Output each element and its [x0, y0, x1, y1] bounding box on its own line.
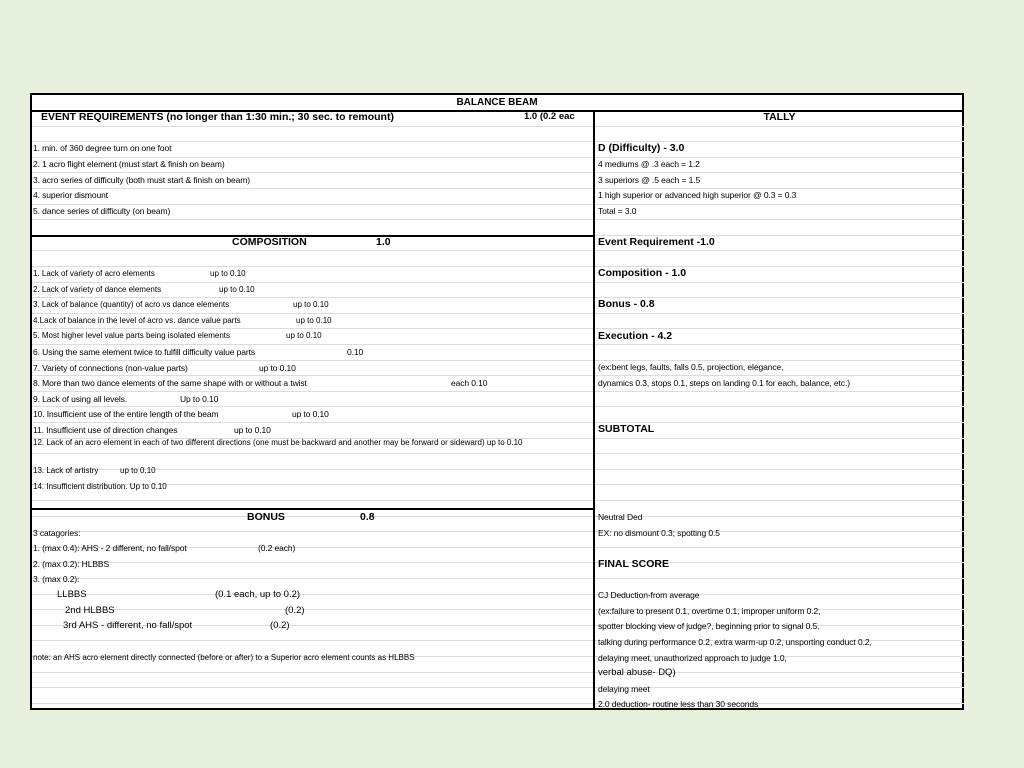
neutral-deduction-example: EX: no dismount 0.3; spotting 0.5	[598, 528, 720, 538]
composition-item: 13. Lack of artistry	[33, 466, 99, 475]
composition-item: 1. Lack of variety of acro elements	[33, 269, 155, 278]
event-requirement-item: 4. superior dismount	[33, 190, 109, 200]
row-rule	[32, 609, 593, 610]
bonus-item: 3. (max 0.2):	[33, 574, 80, 584]
difficulty-heading: D (Difficulty) - 3.0	[598, 142, 685, 154]
bonus-item: 2. (max 0.2): HLBBS	[33, 559, 110, 569]
composition-item-value: up to 0.10	[219, 285, 255, 294]
event-requirement-item: 5. dance series of difficulty (on beam)	[33, 206, 171, 216]
column-divider	[593, 110, 595, 710]
cj-deduction-item: spotter blocking view of judge?, beginning prior to signal 0.5,	[598, 621, 820, 631]
bonus-item: 2nd HLBBS	[65, 605, 115, 616]
composition-item: 7. Variety of connections (non-value parts)	[33, 363, 188, 373]
row-rule	[32, 500, 593, 501]
composition-item: 14. Insufficient distribution. Up to 0.10	[33, 482, 167, 491]
composition-item-value: up to 0.10	[293, 300, 329, 309]
row-rule	[595, 391, 964, 392]
section-divider-bonus	[32, 508, 593, 510]
composition-item-value: up to 0.10	[259, 363, 296, 373]
row-rule	[595, 126, 964, 127]
final-score-label: FINAL SCORE	[598, 558, 669, 570]
row-rule	[595, 438, 964, 439]
composition-item-value: up to 0.10	[210, 269, 246, 278]
event-requirements-heading: EVENT REQUIREMENTS (no longer than 1:30 min.; 30 sec. to remount)	[41, 111, 394, 123]
row-rule	[595, 453, 964, 454]
row-rule	[595, 516, 964, 517]
bonus-item-value: (0.1 each, up to 0.2)	[215, 589, 301, 600]
cj-deduction-item: verbal abuse- DQ)	[598, 667, 676, 678]
composition-item: 12. Lack of an acro element in each of two different directions (one must be backward and another may be forward or sideward) up to 0.10	[33, 438, 523, 447]
event-requirements-value: 1.0 (0.2 eac	[524, 111, 575, 122]
bonus-item-value: (0.2)	[270, 620, 290, 631]
event-requirement-tally: Event Requirement -1.0	[598, 236, 715, 248]
row-rule	[595, 547, 964, 548]
row-rule	[595, 687, 964, 688]
sheet-title: BALANCE BEAM	[32, 95, 962, 112]
bonus-item: LLBBS	[57, 589, 87, 600]
row-rule	[32, 453, 593, 454]
row-rule	[32, 250, 593, 251]
bonus-categories: 3 catagories:	[33, 528, 81, 538]
row-rule	[32, 578, 593, 579]
row-rule	[595, 500, 964, 501]
bonus-item-value: (0.2)	[285, 605, 305, 616]
bonus-heading: BONUS	[247, 511, 285, 523]
cj-deduction-item: 2.0 deduction- routine less than 30 seconds	[598, 699, 759, 709]
row-rule	[32, 640, 593, 641]
row-rule	[32, 469, 593, 470]
row-rule	[595, 204, 964, 205]
composition-value: 1.0	[376, 236, 391, 248]
row-rule	[595, 578, 964, 579]
execution-note: (ex:bent legs, faults, falls 0.5, projection, elegance,	[598, 362, 784, 372]
row-rule	[32, 703, 593, 704]
row-rule	[32, 562, 593, 563]
composition-item: 5. Most higher level value parts being isolated elements	[33, 331, 230, 340]
composition-item-value: 0.10	[347, 347, 364, 357]
row-rule	[32, 687, 593, 688]
row-rule	[32, 126, 593, 127]
bonus-item-value: (0.2 each)	[258, 543, 296, 553]
row-rule	[595, 250, 964, 251]
composition-item: 8. More than two dance elements of the same shape with or without a twist	[33, 378, 307, 388]
event-requirement-item: 2. 1 acro flight element (must start & finish on beam)	[33, 159, 225, 169]
composition-tally: Composition - 1.0	[598, 267, 687, 279]
difficulty-total: Total = 3.0	[598, 206, 637, 216]
neutral-deduction-label: Neutral Ded	[598, 512, 643, 522]
row-rule	[595, 469, 964, 470]
cj-deduction-item: talking during performance 0.2, extra warm-up 0.2, unsporting conduct 0.2,	[598, 637, 872, 647]
row-rule	[32, 219, 593, 220]
composition-item: 9. Lack of using all levels.	[33, 394, 128, 404]
difficulty-item: 4 mediums @ .3 each = 1.2	[598, 159, 700, 169]
row-rule	[595, 406, 964, 407]
event-requirement-item: 3. acro series of difficulty (both must start & finish on beam)	[33, 175, 250, 185]
cj-deduction-item: (ex:failure to present 0.1, overtime 0.1, improper uniform 0.2,	[598, 606, 821, 616]
row-rule	[32, 672, 593, 673]
composition-item-value: up to 0.10	[296, 316, 332, 325]
subtotal-label: SUBTOTAL	[598, 423, 655, 435]
composition-item-value: up to 0.10	[292, 409, 329, 419]
composition-item: 11. Insufficient use of direction changes	[33, 425, 178, 435]
execution-tally: Execution - 4.2	[598, 330, 673, 342]
composition-item: 10. Insufficient use of the entire length of the beam	[33, 409, 219, 419]
row-rule	[32, 594, 593, 595]
row-rule	[32, 188, 593, 189]
composition-item-value: up to 0.10	[120, 466, 156, 475]
event-requirement-item: 1. min. of 360 degree turn on one foot	[33, 143, 172, 153]
balance-beam-scoresheet	[30, 93, 964, 710]
row-rule	[595, 282, 964, 283]
bonus-value: 0.8	[360, 511, 375, 523]
composition-item: 2. Lack of variety of dance elements	[33, 285, 162, 294]
composition-item-value: each 0.10	[451, 378, 488, 388]
composition-item-value: Up to 0.10	[180, 394, 219, 404]
difficulty-item: 3 superiors @ .5 each = 1.5	[598, 175, 701, 185]
composition-item: 4.Lack of balance in the level of acro vs. dance value parts	[33, 316, 241, 325]
row-rule	[595, 219, 964, 220]
composition-item-value: up to 0.10	[234, 425, 271, 435]
section-divider-composition	[32, 235, 593, 237]
composition-item: 3. Lack of balance (quantity) of acro vs dance elements	[33, 300, 230, 309]
cj-deduction-item: delaying meet	[598, 684, 650, 694]
difficulty-item: 1 high superior or advanced high superior @ 0.3 = 0.3	[598, 190, 797, 200]
row-rule	[32, 531, 593, 532]
composition-heading: COMPOSITION	[232, 236, 307, 248]
tally-heading: TALLY	[763, 111, 796, 123]
bonus-tally: Bonus - 0.8	[598, 298, 655, 310]
row-rule	[595, 484, 964, 485]
cj-deduction-item: CJ Deduction-from average	[598, 590, 700, 600]
row-rule	[595, 344, 964, 345]
composition-item: 6. Using the same element twice to fulfill difficulty value parts	[33, 347, 256, 357]
row-rule	[595, 313, 964, 314]
bonus-item: 1. (max 0.4): AHS - 2 different, no fall/spot	[33, 543, 187, 553]
row-rule	[32, 516, 593, 517]
composition-item-value: up to 0.10	[286, 331, 322, 340]
bonus-item: 3rd AHS - different, no fall/spot	[63, 620, 193, 631]
execution-note: dynamics 0.3, stops 0.1, steps on landing 0.1 for each, balance, etc.)	[598, 378, 850, 388]
cj-deduction-item: delaying meet, unauthorized approach to judge 1.0,	[598, 653, 787, 663]
bonus-note: note: an AHS acro element directly connected (before or after) to a Superior acro element counts as HLBBS	[33, 653, 415, 662]
